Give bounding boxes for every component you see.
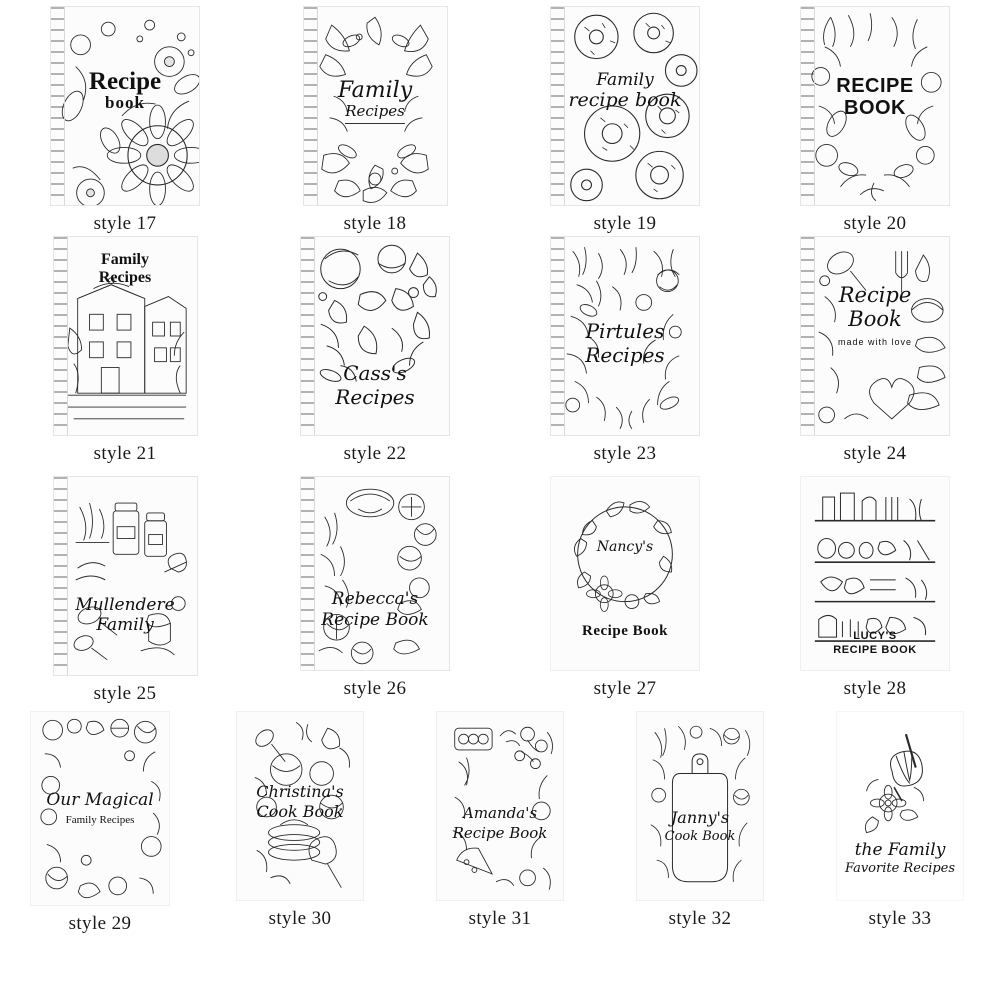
style-card[interactable] [600, 711, 800, 930]
cover-thumbnail-27[interactable] [550, 476, 700, 671]
style-card[interactable] [500, 236, 750, 465]
cover-title-24: Recipe Book made with love [801, 283, 949, 347]
style-card[interactable] [0, 711, 200, 935]
grid-row [0, 6, 1000, 236]
style-caption: style 31 [468, 908, 532, 929]
cover-thumbnail-18[interactable] [303, 6, 448, 206]
cover-title-29: Our Magical Family Recipes [31, 790, 169, 826]
style-caption: style 23 [593, 443, 657, 464]
cover-title-17: Recipe book [88, 68, 162, 112]
style-caption: style 29 [68, 913, 132, 934]
cover-title-22: Cass's Recipes [335, 361, 415, 409]
cover-thumbnail-22[interactable] [300, 236, 450, 436]
style-caption: style 32 [668, 908, 732, 929]
cover-title-20: RECIPE BOOK [836, 75, 914, 120]
style-card[interactable] [0, 6, 250, 235]
cover-thumbnail-32[interactable] [636, 711, 764, 901]
cover-title-21: Family Recipes [98, 251, 152, 286]
floral-wreath-circle-icon [551, 477, 699, 670]
cover-subtitle-24: made with love [837, 337, 913, 348]
style-caption: style 24 [843, 443, 907, 464]
style-card[interactable] [400, 711, 600, 930]
style-card[interactable] [750, 6, 1000, 235]
fresh-produce-sketch-icon [301, 477, 449, 670]
style-caption: style 33 [868, 908, 932, 929]
cover-thumbnail-20[interactable] [800, 6, 950, 206]
style-caption: style 17 [93, 213, 157, 234]
cover-title-31: Amanda's Recipe Book [452, 804, 548, 842]
style-card[interactable] [200, 711, 400, 930]
cover-thumbnail-23[interactable] [550, 236, 700, 436]
style-card[interactable] [250, 476, 500, 700]
cover-subtitle-27: Recipe Book [582, 623, 668, 639]
cover-thumbnail-21[interactable] [53, 236, 198, 436]
style-caption: style 25 [93, 683, 157, 704]
style-card[interactable] [500, 476, 750, 700]
cover-thumbnail-33[interactable] [836, 711, 964, 901]
cover-thumbnail-19[interactable] [550, 6, 700, 206]
cover-title-33: the Family Favorite Recipes [844, 840, 956, 877]
style-card[interactable] [0, 236, 250, 465]
cover-subtitle-29: Family Recipes [65, 814, 135, 827]
cover-title-18: Family Recipes [304, 79, 447, 127]
style-card[interactable] [250, 6, 500, 235]
cover-thumbnail-17[interactable] [50, 6, 200, 206]
cover-title-32: Janny's Cook Book [664, 808, 736, 844]
style-card[interactable] [250, 236, 500, 465]
cover-title-19: Family recipe book [568, 70, 682, 111]
style-card[interactable] [750, 476, 1000, 700]
grid-row [0, 476, 1000, 711]
style-card[interactable] [750, 236, 1000, 465]
cover-title-28: LUCY'S RECIPE BOOK [833, 630, 917, 657]
style-card[interactable] [0, 476, 250, 705]
cover-title-25: Mullendere Family [75, 595, 175, 636]
style-caption: style 26 [343, 678, 407, 699]
cover-title-27: Nancy's [596, 539, 654, 555]
style-caption: style 21 [93, 443, 157, 464]
style-caption: style 28 [843, 678, 907, 699]
style-caption: style 19 [593, 213, 657, 234]
grid-row [0, 236, 1000, 476]
style-card[interactable] [800, 711, 1000, 930]
jars-rolling-pin-spoons-icon [54, 477, 197, 675]
cover-thumbnail-30[interactable] [236, 711, 364, 901]
cover-thumbnail-28[interactable] [800, 476, 950, 671]
style-caption: style 22 [343, 443, 407, 464]
cutting-board-avocado-icon [637, 712, 763, 900]
cover-thumbnail-24[interactable] [800, 236, 950, 436]
grid-row [0, 711, 1000, 946]
cover-title-26: Rebecca's Recipe Book [321, 589, 429, 631]
style-card[interactable] [500, 6, 750, 235]
style-caption: style 30 [268, 908, 332, 929]
cover-thumbnail-26[interactable] [300, 476, 450, 671]
style-caption: style 18 [343, 213, 407, 234]
cover-thumbnail-25[interactable] [53, 476, 198, 676]
style-caption: style 27 [593, 678, 657, 699]
style-caption: style 20 [843, 213, 907, 234]
cover-title-23: Pirtules Recipes [585, 319, 665, 367]
cover-thumbnail-29[interactable] [30, 711, 170, 906]
cover-title-30: Christina's Cook Book [256, 782, 344, 821]
cover-thumbnail-31[interactable] [436, 711, 564, 901]
